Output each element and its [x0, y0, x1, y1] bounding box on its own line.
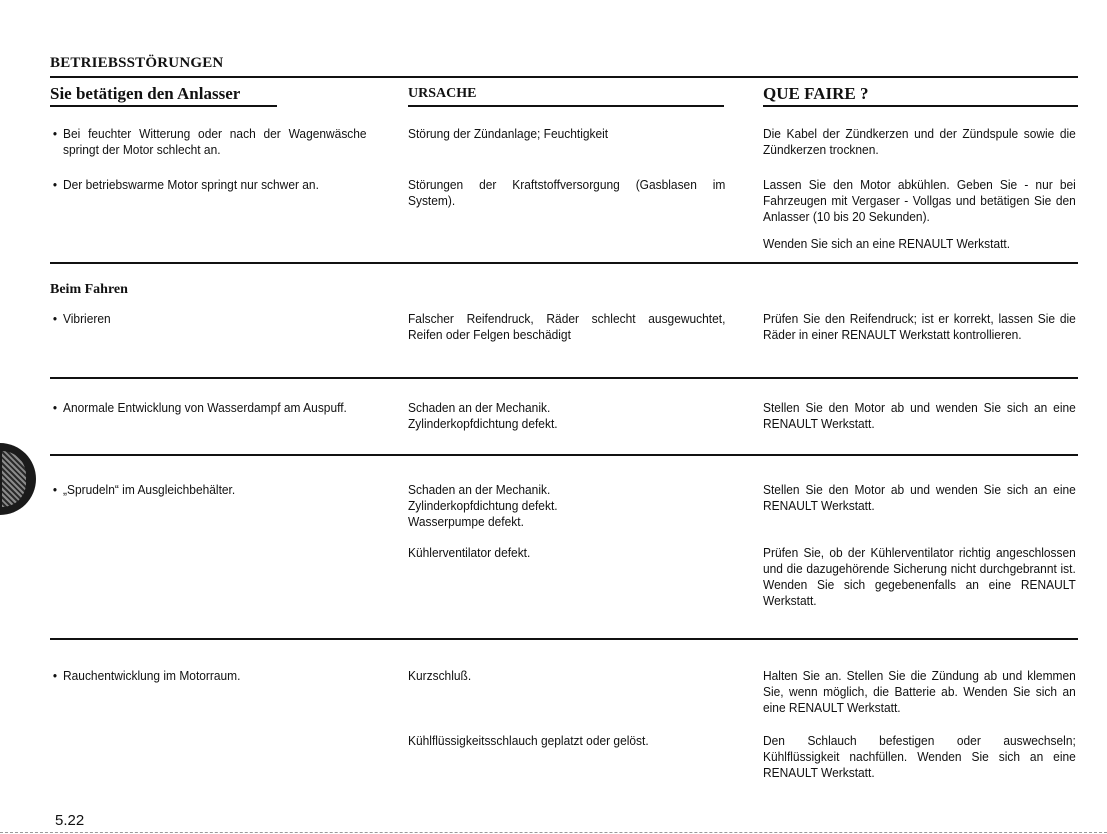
- symptom-cell: • Anormale Entwicklung von Wasserdampf am Auspuff.: [63, 400, 367, 416]
- cause-cell: Schaden an der Mechanik. Zylinderkopfdichtung defekt.: [408, 400, 558, 431]
- symptom-cell: • Vibrieren: [63, 311, 367, 327]
- header-rule-3: [763, 105, 1078, 107]
- column-header-remedy: QUE FAIRE ?: [763, 84, 869, 103]
- remedy-cell: Prüfen Sie, ob der Kühlerventilator richtig angeschlossen und die dazugehörende Sicherung nicht durchgebrannt ist. Wenden Sie sich gegebenenfalls an eine RENAULT Werkstatt.: [763, 545, 1076, 608]
- page-number: 5.22: [55, 812, 85, 829]
- subheading-driving: Beim Fahren: [50, 282, 128, 297]
- cause-cell: Kurzschluß.: [408, 668, 472, 683]
- cause-cell: Kühlflüssigkeitsschlauch geplatzt oder gelöst.: [408, 733, 649, 748]
- column-header-cause: URSACHE: [408, 86, 477, 101]
- row-divider: [50, 262, 1078, 264]
- section-title: BETRIEBSSTÖRUNGEN: [50, 55, 224, 71]
- remedy-cell: Den Schlauch befestigen oder auswechseln; Kühlflüssigkeit nachfüllen. Wenden Sie sich an eine RENAULT Werkstatt.: [763, 733, 1076, 780]
- column-header-trigger: Sie betätigen den Anlasser: [50, 84, 241, 103]
- header-rule-2: [408, 105, 724, 107]
- remedy-cell: Die Kabel der Zündkerzen und der Zündspule sowie die Zündkerzen trocknen.: [763, 126, 1076, 157]
- cause-cell: Falscher Reifendruck, Räder schlecht ausgewuchtet, Reifen oder Felgen beschädigt: [408, 311, 726, 342]
- remedy-cell: Lassen Sie den Motor abkühlen. Geben Sie - nur bei Fahrzeugen mit Vergaser - Vollgas und betätigen Sie den Anlasser (10 bis 20 Sekunden).: [763, 177, 1076, 224]
- symptom-cell: • „Sprudeln“ im Ausgleichbehälter.: [63, 482, 367, 498]
- page-bottom-edge: [0, 832, 1107, 833]
- row-divider: [50, 454, 1078, 456]
- cause-cell: Störung der Zündanlage; Feuchtigkeit: [408, 126, 609, 141]
- row-divider: [50, 638, 1078, 640]
- remedy-cell: Halten Sie an. Stellen Sie die Zündung ab und klemmen Sie, wenn möglich, die Batterie ab. Wenden Sie sich an eine RENAULT Werkstatt.: [763, 668, 1076, 715]
- header-rule-1: [50, 105, 277, 107]
- remedy-cell: Stellen Sie den Motor ab und wenden Sie sich an eine RENAULT Werkstatt.: [763, 482, 1076, 513]
- cause-cell: Schaden an der Mechanik. Zylinderkopfdichtung defekt. Wasserpumpe defekt.: [408, 482, 558, 529]
- remedy-cell: Stellen Sie den Motor ab und wenden Sie sich an eine RENAULT Werkstatt.: [763, 400, 1076, 431]
- remedy-cell: Prüfen Sie den Reifendruck; ist er korrekt, lassen Sie die Räder in einer RENAULT Werkstatt kontrollieren.: [763, 311, 1076, 342]
- symptom-cell: • Der betriebswarme Motor springt nur schwer an.: [63, 177, 367, 193]
- cause-cell: Störungen der Kraftstoffversorgung (Gasblasen im System).: [408, 177, 726, 208]
- symptom-cell: • Bei feuchter Witterung oder nach der Wagenwäsche springt der Motor schlecht an.: [63, 126, 367, 158]
- thumb-index-tab: [0, 443, 36, 515]
- top-rule: [50, 76, 1078, 78]
- remedy-cell: Wenden Sie sich an eine RENAULT Werkstatt.: [763, 236, 1011, 251]
- cause-cell: Kühlerventilator defekt.: [408, 545, 531, 560]
- symptom-cell: • Rauchentwicklung im Motorraum.: [63, 668, 367, 684]
- row-divider: [50, 377, 1078, 379]
